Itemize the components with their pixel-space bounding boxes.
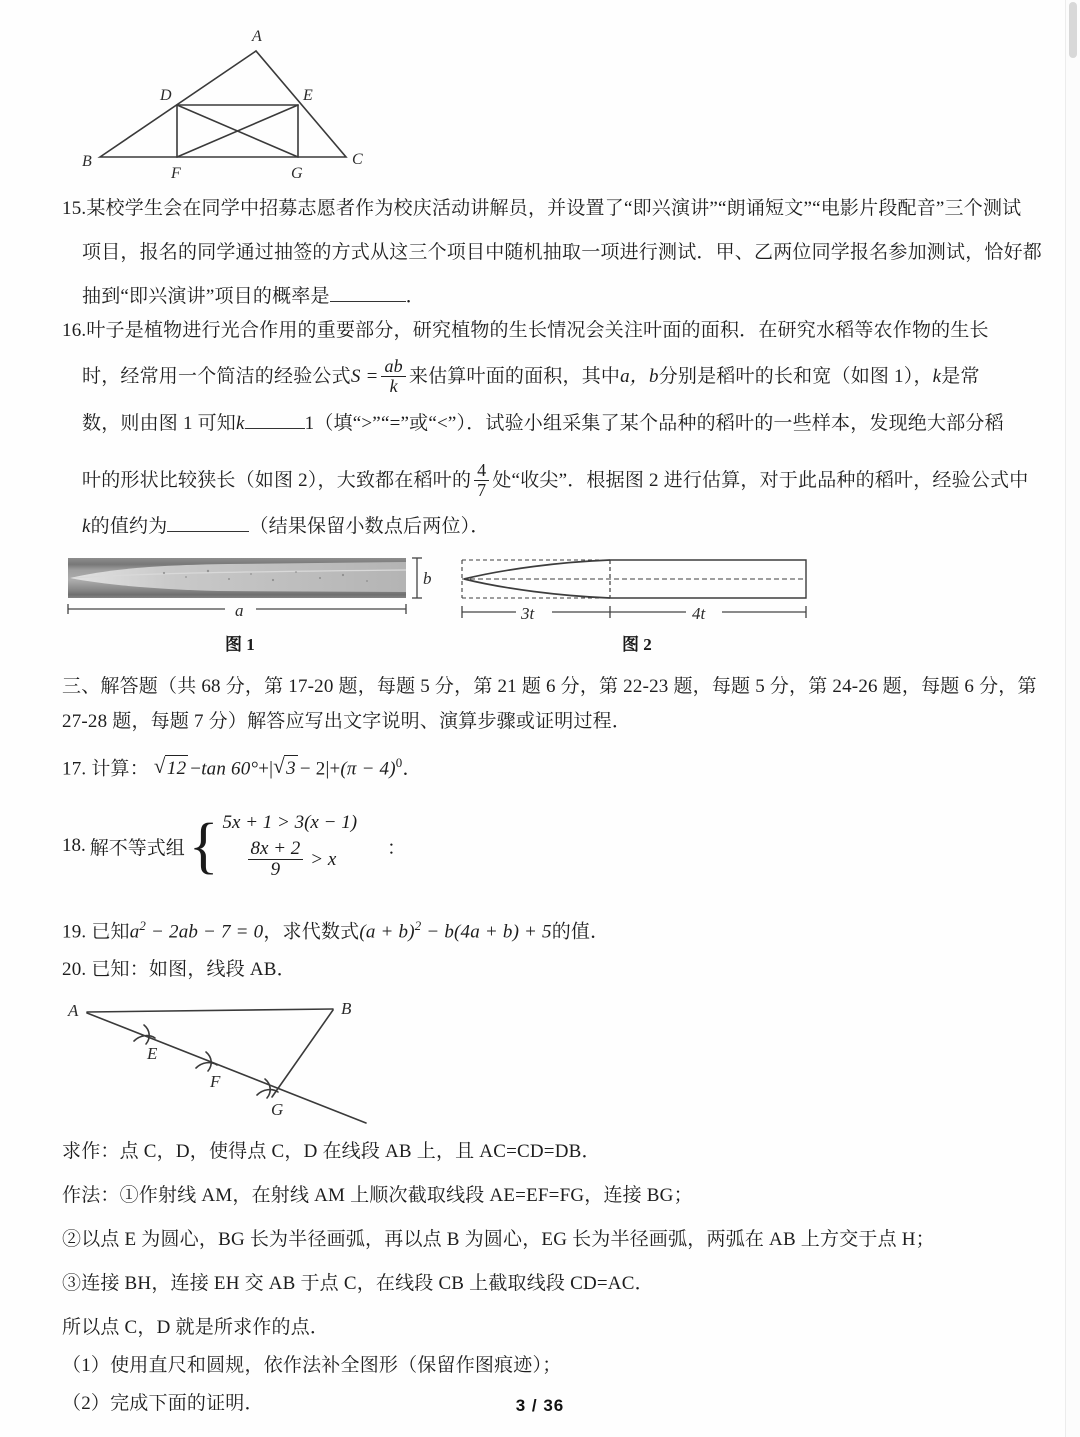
sqrt-12: √ 12 xyxy=(154,755,190,782)
fraction-numerator: ab xyxy=(381,357,405,377)
q16-line1-text: 叶子是植物进行光合作用的重要部分，研究植物的生长情况会关注叶面的面积．在研究水稻等农作物的生长 xyxy=(86,320,989,341)
q17-plus2: + xyxy=(329,758,341,780)
q16-line3 xyxy=(82,411,1004,437)
q15-line1-text: 某校学生会在同学中招募志愿者作为校庆活动讲解员，并设置了“即兴演讲”“朗诵短文”“电影片段配音”三个测试 xyxy=(86,198,1022,219)
q15-line1 xyxy=(62,196,1021,222)
q16-line4-a: 叶的形状比较狭长（如图 2），大致都在稻叶的 xyxy=(82,469,472,491)
section3-line1: 三、解答题（共 68 分，第 17-20 题，每题 5 分，第 21 题 6 分，第 22-23 题，每题 5 分，第 24-26 题，每题 6 分，第 xyxy=(62,676,1037,697)
q19-text-a: 已知 xyxy=(91,921,130,943)
figure2-caption: 图 2 xyxy=(622,635,652,654)
q19-line xyxy=(62,913,609,945)
q16-line2 xyxy=(82,358,980,397)
q20-step2: ②以点 E 为圆心，BG 长为半径画弧，再以点 B 为圆心，EG 长为半径画弧，两弧在 AB 上方交于点 H； xyxy=(62,1229,935,1250)
fraction-denominator: 7 xyxy=(477,479,487,500)
q19-text-c: 的值． xyxy=(551,921,610,943)
label-D: D xyxy=(160,87,172,104)
label-E: E xyxy=(303,87,313,104)
q17-abs-close: | xyxy=(325,758,330,780)
figure-segment-ab xyxy=(60,992,400,1132)
label-E: E xyxy=(147,1044,158,1063)
q20-sub2: （2）完成下面的证明． xyxy=(62,1393,264,1414)
q16-line5-b: （结果保留小数点后两位）． xyxy=(249,516,490,537)
q16-line2-vars: a，b xyxy=(620,365,659,387)
q15-line3-b: ． xyxy=(405,286,425,307)
q17-line xyxy=(62,750,422,782)
q16-line5 xyxy=(82,514,490,540)
q19-number: 19. xyxy=(62,921,87,943)
q17-plus: + xyxy=(258,758,270,780)
q16-line2-b: 来估算叶面的面积，其中 xyxy=(408,365,621,387)
q16-line2-k: k xyxy=(932,365,942,387)
sqrt-3: √ 3 xyxy=(273,755,300,782)
fraction-4-over-7 xyxy=(474,461,489,500)
label-G: G xyxy=(271,1100,284,1119)
q16-line5-k: k xyxy=(82,516,91,537)
q20-goal xyxy=(62,1139,601,1165)
q16-line5-a: 的值约为 xyxy=(90,516,168,537)
label-3t: 3t xyxy=(521,604,535,623)
q16-line2-c: 分别是稻叶的长和宽（如图 1）， xyxy=(658,365,933,387)
triangle-abc-svg xyxy=(60,6,460,186)
q19-expr-c-sup: 2 xyxy=(414,918,422,933)
q20-conclusion: 所以点 C，D 就是所求作的点． xyxy=(62,1317,330,1338)
q17-abs-open: | xyxy=(269,758,274,780)
q16-line2-a: 时，经常用一个简洁的经验公式 xyxy=(82,365,351,387)
fraction-denominator: 9 xyxy=(270,858,281,880)
q17-paren: (π − 4) xyxy=(340,758,396,780)
page-number: 3 / 36 xyxy=(515,1396,565,1415)
q15-line2: 项目，报名的同学通过抽签的方式从这三个项目中随机抽取一项进行测试．甲、乙两位同学报名参加测试，恰好都 xyxy=(82,242,1043,263)
q16-line1 xyxy=(62,318,989,344)
q16-formula-lhs: S = xyxy=(350,365,379,387)
scrollbar-track[interactable] xyxy=(1065,0,1080,1437)
figure-leaf-photo xyxy=(60,550,450,654)
q18-inequality-1: 5x + 1 > 3(x − 1) xyxy=(222,812,358,833)
q17-abs-rest: − 2 xyxy=(299,758,326,780)
label-G: G xyxy=(291,165,303,182)
q19-text-b: ，求代数式 xyxy=(263,921,360,943)
q20-method-label: 作法： xyxy=(62,1185,120,1206)
fraction-numerator: 8x + 2 xyxy=(248,839,304,860)
figure1-caption: 图 1 xyxy=(225,635,255,654)
q19-expr-a-sup: 2 xyxy=(139,918,147,933)
brace-icon: { xyxy=(188,812,219,881)
label-4t: 4t xyxy=(692,604,706,623)
label-a: a xyxy=(235,601,244,620)
q16-number: 16. xyxy=(62,320,87,341)
scrollbar-thumb[interactable] xyxy=(1069,2,1077,58)
section3-line2: 27-28 题，每题 7 分）解答应写出文字说明、演算步骤或证明过程． xyxy=(62,711,632,732)
q15-number: 15. xyxy=(62,198,87,219)
q16-line3-k: k xyxy=(236,413,245,434)
q16-line4-b: 处“收尖”．根据图 2 进行估算，对于此品种的稻叶，经验公式中 xyxy=(492,469,1029,491)
q18-number: 18. xyxy=(62,835,86,857)
fraction-denominator: k xyxy=(389,375,398,396)
q17-minus: − xyxy=(190,758,202,780)
q18-colon: ： xyxy=(387,837,407,859)
q20-method xyxy=(62,1183,693,1209)
q19-expr-c: (a + b) xyxy=(359,921,415,943)
fraction-numerator: 4 xyxy=(474,461,489,481)
q16-blank-compare[interactable] xyxy=(245,428,305,429)
q15-line3-a: 抽到“即兴演讲”项目的概率是 xyxy=(82,286,330,307)
q20-number: 20. xyxy=(62,959,87,980)
figure-triangle-abc xyxy=(60,6,460,186)
q18-ineq2-rhs: > x xyxy=(310,849,337,871)
q17-exponent: 0 xyxy=(395,755,403,770)
q20-step1: ①作射线 AM，在射线 AM 上顺次截取线段 AE=EF=FG，连接 BG； xyxy=(119,1185,693,1206)
q20-goal-text: 点 C，D，使得点 C，D 在线段 AB 上，且 AC=CD=DB． xyxy=(119,1141,601,1162)
label-C: C xyxy=(352,151,363,168)
q18-inequality-2 xyxy=(223,840,357,881)
label-b: b xyxy=(423,569,432,588)
label-A: A xyxy=(68,1001,79,1020)
q17-period: ． xyxy=(402,758,422,780)
q20-goal-label: 求作： xyxy=(62,1141,120,1162)
q17-number: 17. xyxy=(62,758,87,780)
q16-line3-a: 数，则由图 1 可知 xyxy=(82,413,237,434)
q19-expr-b: − 2ab − 7 = 0 xyxy=(146,921,264,943)
q15-line3 xyxy=(82,284,425,310)
figure-leaf-model xyxy=(450,550,840,654)
q18-label: 解不等式组 xyxy=(89,837,185,859)
q17-label: 计算： xyxy=(91,758,149,780)
q19-expr-a: a xyxy=(129,921,140,943)
fraction-8x2-over-9 xyxy=(248,839,304,880)
q16-line3-b: 1（填“>”“=”或“<”）．试验小组采集了某个品种的稻叶的一些样本，发现绝大部分稻 xyxy=(304,413,1004,434)
q20-intro: 已知：如图，线段 AB． xyxy=(91,959,296,980)
label-F: F xyxy=(210,1072,221,1091)
fraction-ab-over-k xyxy=(381,357,405,396)
q17-tan: tan 60° xyxy=(201,758,259,780)
q16-line4 xyxy=(82,462,1028,501)
q16-line2-d: 是常 xyxy=(941,365,980,387)
q20-line xyxy=(62,957,296,983)
q20-sub1: （1）使用直尺和圆规，依作法补全图形（保留作图痕迹）； xyxy=(62,1355,562,1376)
q18-system xyxy=(223,812,357,881)
label-B: B xyxy=(82,153,92,170)
q19-expr-d: − b(4a + b) + 5 xyxy=(421,921,552,943)
q15-answer-blank[interactable] xyxy=(330,301,406,302)
label-F: F xyxy=(171,165,181,182)
q18-block xyxy=(62,812,406,881)
segment-ab-svg xyxy=(60,992,400,1132)
q16-answer-blank[interactable] xyxy=(167,531,249,532)
q20-step3: ③连接 BH，连接 EH 交 AB 于点 C，在线段 CB 上截取线段 CD=AC． xyxy=(62,1273,654,1294)
label-A: A xyxy=(252,28,262,45)
label-B: B xyxy=(341,999,352,1018)
figure1-dimensions xyxy=(60,550,450,650)
